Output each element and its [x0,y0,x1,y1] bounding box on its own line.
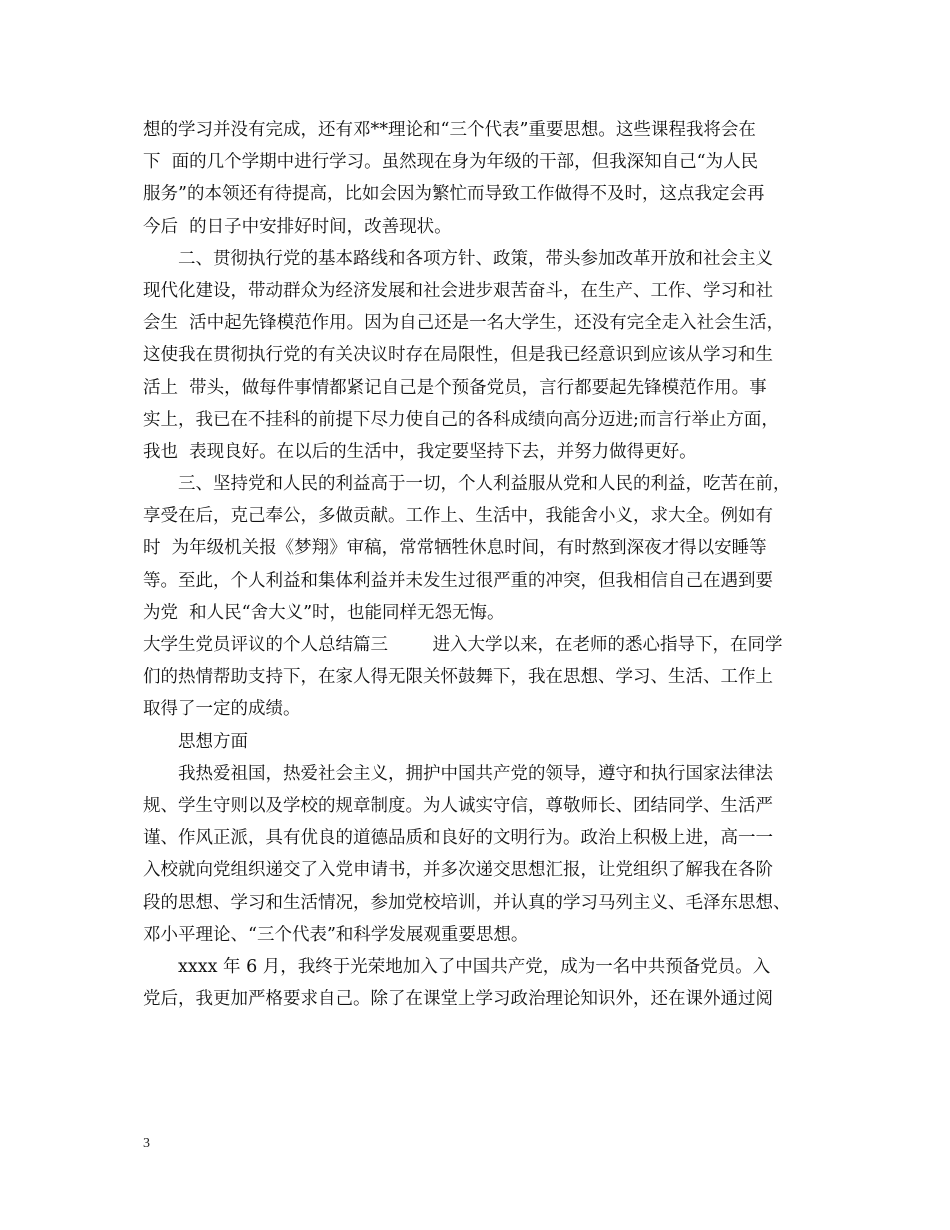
text-line: 实上，我已在不挂科的前提下尽力使自己的各科成绩向高分迈进;而言行举止方面， [143,409,779,430]
text-line: 取得了一定的成绩。 [143,699,301,720]
text-line: 活上 带头，做每件事情都紧记自己是个预备党员，言行都要起先锋模范作用。事 [143,377,767,398]
text-line: 党后，我更加严格要求自己。除了在课堂上学习政治理论知识外，还在课外通过阅 [143,989,773,1010]
text-line: 等。至此，个人利益和集体利益并未发生过很严重的冲突，但我相信自己在遇到要 [143,570,773,591]
text-line: 思想方面 [178,731,248,752]
text-line: 享受在后，克己奉公，多做贡献。工作上、生活中，我能舍小义，求大全。例如有 [143,506,773,527]
text-line: 三、坚持党和人民的利益高于一切，个人利益服从党和人民的利益，吃苦在前， [178,474,791,495]
text-line: xxxx 年 6 月，我终于光荣地加入了中国共产党，成为一名中共预备党员。入 [178,956,771,977]
text-line: 为党 和人民“舍大义”时，也能同样无怨无悔。 [143,602,505,623]
text-line: 们的热情帮助支持下，在家人得无限关怀鼓舞下，我在思想、学习、生活、工作上 [143,667,773,688]
body-text [143,114,828,1015]
text-line: 谨、作风正派，具有优良的道德品质和良好的文明行为。政治上积极上进，高一一 [143,828,773,849]
text-line: 现代化建设，带动群众为经济发展和社会进步艰苦奋斗，在生产、工作、学习和社 [143,280,773,301]
text-line: 我也 表现良好。在以后的生活中，我定要坚持下去，并努力做得更好。 [143,441,697,462]
text-line: 想的学习并没有完成，还有邓**理论和“三个代表”重要思想。这些课程我将会在 [143,120,756,140]
text-line: 这使我在贯彻执行党的有关决议时存在局限性，但是我已经意识到应该从学习和生 [143,345,773,366]
text-line: 入校就向党组织递交了入党申请书，并多次递交思想汇报，让党组织了解我在各阶 [143,860,773,881]
text-line: 服务”的本领还有待提高，比如会因为繁忙而导致工作做得不及时，这点我定会再 [143,184,765,205]
text-line: 会生 活中起先锋模范作用。因为自己还是一名大学生，还没有完全走入社会生活， [143,313,785,334]
text-line: 二、贯彻执行党的基本路线和各项方针、政策，带头参加改革开放和社会主义 [178,248,773,269]
text-line: 邓小平理论、“三个代表”和科学发展观重要思想。 [143,924,529,945]
text-line: 我热爱祖国，热爱社会主义，拥护中国共产党的领导，遵守和执行国家法律法 [178,763,773,784]
text-line: 规、学生守则以及学校的规章制度。为人诚实守信，尊敬师长、团结同学、生活严 [143,795,773,816]
text-line: 下 面的几个学期中进行学习。虽然现在身为年级的干部，但我深知自己“为人民 [143,152,759,173]
text-line: 大学生党员评议的个人总结篇三 进入大学以来，在老师的悉心指导下，在同学 [143,635,783,655]
page-number: 3 [143,1136,150,1151]
text-line: 时 为年级机关报《梦翔》审稿，常常牺牲休息时间，有时熬到深夜才得以安睡等 [143,538,767,559]
text-line: 今后 的日子中安排好时间，改善现状。 [143,216,452,237]
text-line: 段的思想、学习和生活情况，参加党校培训，并认真的学习马列主义、毛泽东思想、 [143,892,791,913]
